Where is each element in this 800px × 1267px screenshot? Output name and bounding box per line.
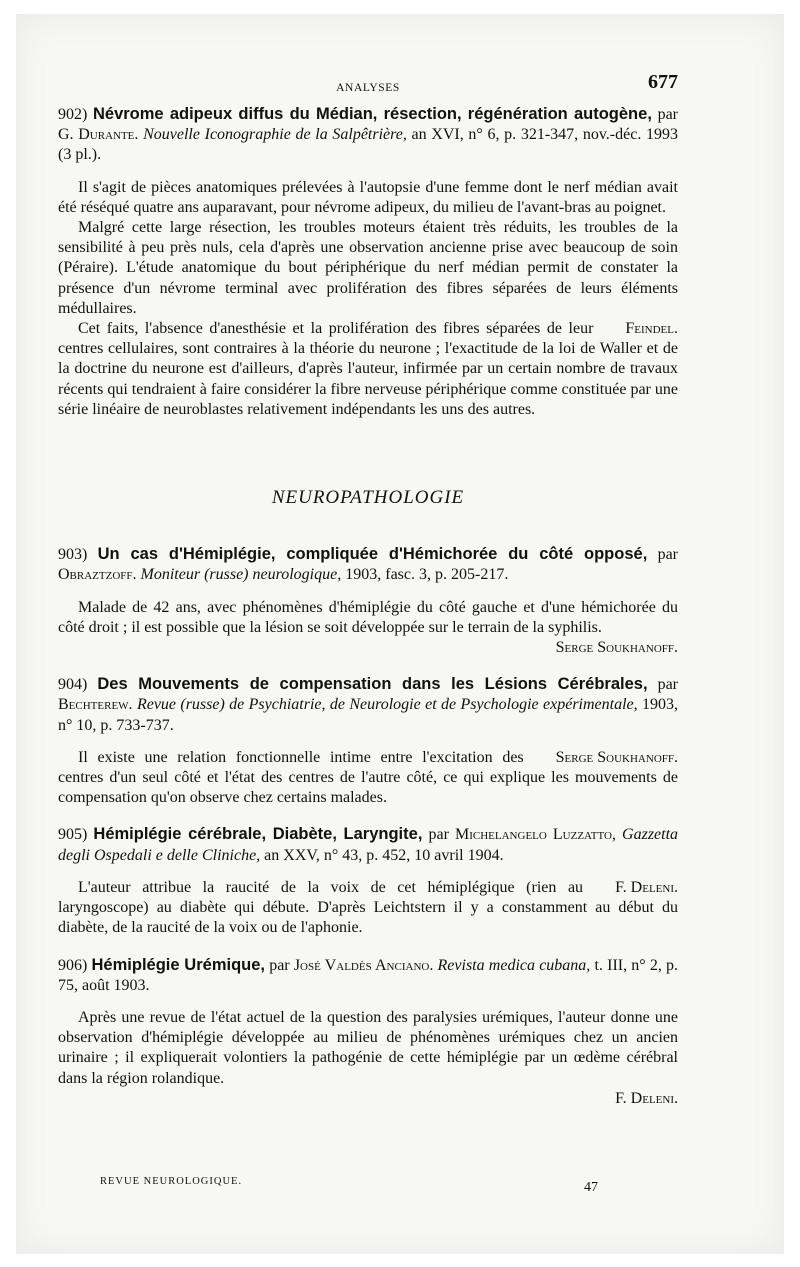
entry-by: par G. bbox=[58, 106, 678, 144]
abstract-entry-904 bbox=[58, 674, 678, 808]
page-number: 677 bbox=[648, 71, 678, 93]
entry-number: 902) bbox=[58, 106, 88, 123]
entry-details: 1903, fasc. 3, p. 205-217. bbox=[345, 566, 509, 584]
entry-source: Moniteur (russe) neurologique, bbox=[140, 566, 342, 584]
entry-details: an XVI, n° 6, p. 321-347, nov.-déc. 1993 (3 pl.). bbox=[58, 126, 678, 164]
document-page bbox=[58, 71, 679, 1195]
entry-number: 906) bbox=[58, 956, 88, 974]
entry-title: Un cas d'Hémiplégie, compliquée d'Hémichorée du côté opposé, bbox=[97, 545, 648, 564]
entry-paragraph bbox=[58, 878, 678, 939]
entry-source: Gazzetta degli Ospedali e delle Cliniche, bbox=[58, 826, 679, 864]
entry-number: 904) bbox=[58, 676, 88, 694]
journal-name: REVUE NEUROLOGIQUE. bbox=[100, 1176, 243, 1187]
entry-details: 1903, n° 10, p. 733-737. bbox=[58, 696, 679, 734]
entry-author: Michelangelo Luzzatto, bbox=[455, 826, 616, 844]
entry-signature: Feindel. bbox=[625, 320, 678, 338]
entry-paragraph: Malgré cette large résection, les troubles moteurs étaient très réduits, les troubles de la sensibilité à peu près nuls, cela d'après une observation ancienne prise avec beaucoup de soin (Péraire). L'étude anatomique du bout périphérique du nerf médian permit de constater la présence d'un névrome terminal avec prolifération des fibres séparées de leurs éléments médullaires. bbox=[58, 219, 678, 317]
entry-heading bbox=[58, 824, 678, 865]
entry-heading bbox=[58, 674, 678, 736]
entry-paragraph-text: Il existe une relation fonctionnelle intime entre l'excitation des centres d'un seul côté et l'état des centres de l'autre côté, ce qui explique les mouvements de compensation qu'on observe chez certains malades. bbox=[58, 748, 678, 807]
entry-number: 905) bbox=[58, 826, 88, 844]
entry-author: Obraztzoff. bbox=[58, 566, 137, 584]
page-footer bbox=[58, 1172, 678, 1202]
entry-author: Durante. bbox=[78, 126, 139, 144]
running-header bbox=[58, 72, 678, 104]
entry-paragraph: Il s'agit de pièces anatomiques prélevées à l'autopsie d'une femme dont le nerf médian avait été réséqué quatre ans auparavant, pour névrome adipeux, du milieu de l'avant-bras au poignet. bbox=[58, 178, 678, 216]
entry-paragraph-text: Cet faits, l'absence d'anesthésie et la prolifération des fibres séparées de leur centres cellulaires, sont contraires à la théorie du neurone ; l'exactitude de la loi de Waller et de la doctrine du neurone est d'ailleurs, d'après l'auteur, infirmée par un certain nombre de travaux récents qui tendraient à faire considérer la fibre nerveuse périphérique comme constituée par une série linéaire de neuroblastes relativement indépendants les uns des autres. bbox=[58, 320, 678, 418]
entry-paragraph: Après une revue de l'état actuel de la question des paralysies urémiques, l'auteur donne une observation d'hémiplégie développée au milieu de phénomènes urémiques chez un ancien urinaire ; il expliquerait volontiers la pathogénie de cette hémiplégie par un œdème cérébral dans la région rolandique. bbox=[58, 1008, 678, 1087]
entry-title: Névrome adipeux diffus du Médian, résection, régénération autogène, bbox=[92, 105, 652, 123]
entry-author: Bechterew. bbox=[58, 696, 133, 714]
entry-signature: Serge Soukhanoff. bbox=[555, 748, 678, 766]
entry-details: t. III, n° 2, p. 75, août 1903. bbox=[58, 956, 679, 994]
entry-by: par bbox=[428, 826, 449, 844]
entry-title: Des Mouvements de compensation dans les Lésions Cérébrales, bbox=[97, 675, 648, 694]
entry-source: Revista medica cubana, bbox=[437, 956, 591, 974]
entry-by: par bbox=[657, 676, 679, 694]
entry-by: par bbox=[657, 546, 678, 564]
entry-heading bbox=[58, 955, 678, 996]
entry-title: Hémiplégie cérébrale, Diabète, Laryngite, bbox=[93, 825, 423, 844]
entry-by: par bbox=[269, 956, 290, 974]
entry-paragraph: Malade de 42 ans, avec phénomènes d'hémiplégie du côté gauche et d'une hémichorée du côté droit ; il est possible que la lésion se soit développée sur le terrain de la syphilis. bbox=[58, 598, 678, 636]
entry-paragraph bbox=[58, 748, 678, 809]
entry-details: an XXV, n° 43, p. 452, 10 avril 1904. bbox=[264, 846, 504, 864]
entry-heading bbox=[58, 104, 678, 166]
abstract-entry-903 bbox=[58, 544, 678, 658]
entry-signature: Serge Soukhanoff. bbox=[555, 639, 678, 657]
entry-paragraph bbox=[58, 319, 678, 420]
entry-heading bbox=[58, 544, 678, 585]
entry-number: 903) bbox=[58, 546, 88, 564]
section-heading: NEUROPATHOLOGIE bbox=[271, 487, 465, 509]
entry-paragraph-text: L'auteur attribue la raucité de la voix de cet hémiplégique (rien au laryngoscope) au diabète qui débute. D'après Leichtstern il y a constamment au début du diabète, de la raucité de la voix ou de l'aphonie. bbox=[58, 878, 678, 937]
running-title: ANALYSES bbox=[336, 82, 400, 94]
entry-source: Nouvelle Iconographie de la Salpêtrière, bbox=[143, 126, 407, 144]
entry-signature: F. Deleni. bbox=[615, 878, 678, 896]
abstract-entry-902 bbox=[58, 104, 678, 420]
abstract-entry-906 bbox=[58, 955, 678, 1109]
abstract-entry-905 bbox=[58, 824, 678, 938]
entry-source: Revue (russe) de Psychiatrie, de Neurologie et de Psychologie expérimentale, bbox=[136, 696, 638, 714]
entry-author: José Valdès Anciano. bbox=[293, 956, 434, 974]
entry-title: Hémiplégie Urémique, bbox=[91, 955, 265, 974]
sheet-number: 47 bbox=[584, 1180, 598, 1195]
entry-signature: F. Deleni. bbox=[615, 1089, 678, 1107]
